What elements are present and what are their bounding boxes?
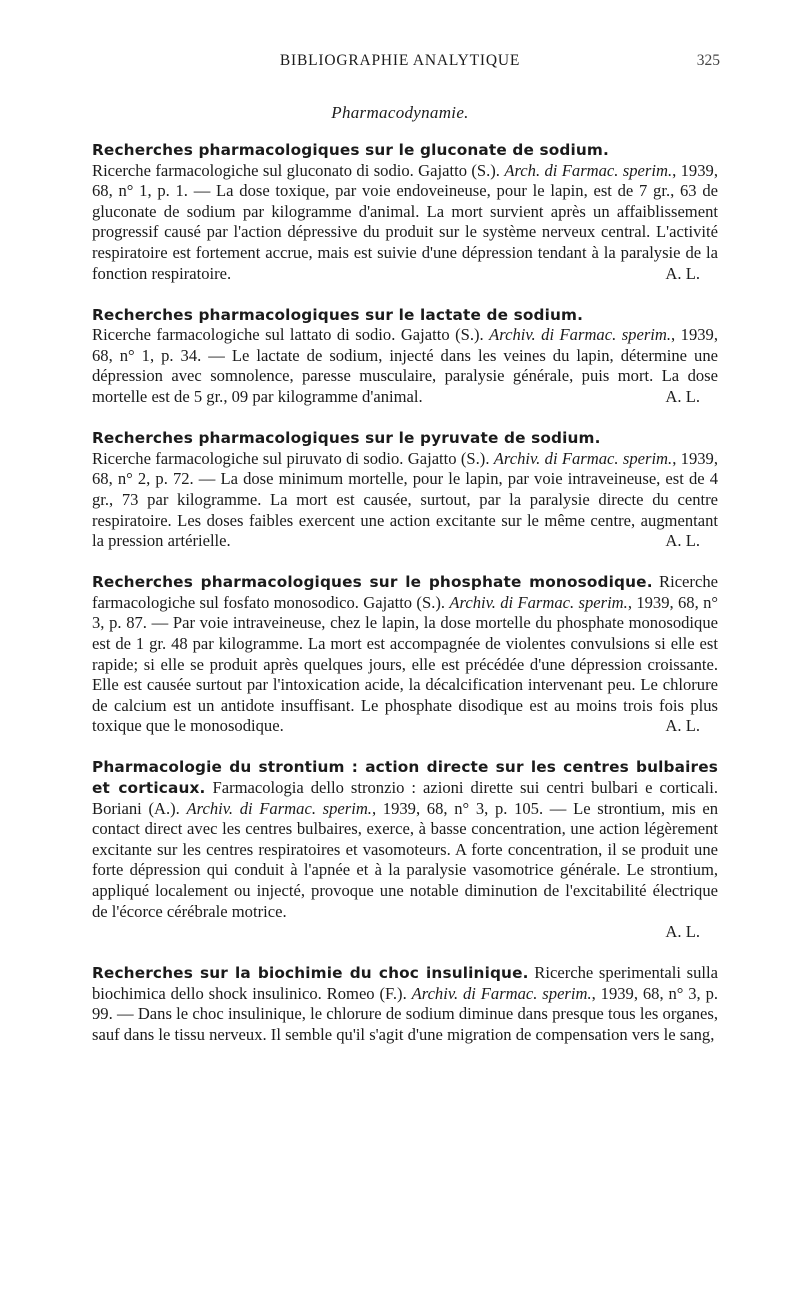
entry-insulin-shock xyxy=(92,963,718,1045)
entry-body xyxy=(92,449,718,552)
entry-journal: Archiv. di Farmac. sperim. xyxy=(411,983,592,1003)
entry-reference: , 1939, 68, n° 2, p. 72. xyxy=(92,448,719,489)
entry-reference: , 1939, 68, n° 1, p. 1. xyxy=(92,160,718,201)
entry-title: Recherches pharmacologiques sur le phosphate monosodique. xyxy=(92,573,653,592)
page-number: 325 xyxy=(696,52,720,69)
entry-body xyxy=(92,161,718,285)
entry-phosphate xyxy=(92,572,718,737)
entry-abstract: — Le strontium, mis en contact direct avec les centres bulbaires, exerce, à basse concentration, une action légèrement excitante sur les centres respiratoires et vasomoteurs. A forte concentration, il se produit une forte dépression qui conduit à l'apnée et à la paralysie vasomotrice générale. Le strontium, appliqué localement ou injecté, provoque une notable diminution de l'excitabilité électrique de l'écorce cérébrale motrice. xyxy=(92,798,719,921)
entry-title: Recherches pharmacologiques sur le lactate de sodium. xyxy=(92,305,584,324)
entry-body xyxy=(92,325,718,407)
entry-journal: Archiv. di Farmac. sperim. xyxy=(186,798,372,818)
entry-citation: Ricerche farmacologiche sul lattato di sodio. Gajatto (S.). xyxy=(92,325,484,345)
entry-reference: , 1939, 68, n° 3, p. 87. xyxy=(92,592,718,633)
entry-abstract: — La dose toxique, par voie endoveineuse, pour le lapin, est de 7 gr., 63 de gluconate de sodium par kilogramme d'animal. La mort survient après un affaiblissement progressif causé par l'action dépressive du produit sur le système nerveux central. L'activité respiratoire est fortement accrue, mais est suivie d'une dépression tendant à la paralysie de la fonction respiratoire. xyxy=(92,181,718,283)
entry-signature: A. L. xyxy=(665,716,700,736)
entry-journal: Archiv. di Farmac. sperim. xyxy=(493,448,673,468)
entry-abstract: — Le lactate de sodium, injecté dans les veines du lapin, détermine une dépression avec somnolence, paresse musculaire, paralysie générale, puis mort. La dose mortelle est de 5 gr., 09 par kilogramme d'animal. xyxy=(92,345,718,407)
entry-citation: Ricerche farmacologiche sul fosfato monosodico. Gajatto (S.). xyxy=(92,572,718,612)
entry-citation: Farmacologia dello stronzio : azioni dirette sui centri bulbari e corticali. Boriani (A.). xyxy=(92,778,718,818)
entry-reference: , 1939, 68, n° 3, p. 105. xyxy=(371,798,544,818)
entry-body xyxy=(92,963,718,1045)
entry-citation: Ricerche sperimentali sulla biochimica dello shock insulinico. Romeo (F.). xyxy=(92,963,718,1003)
entry-citation: Ricerche farmacologiche sul gluconato di sodio. Gajatto (S.). xyxy=(92,160,500,180)
entry-pyruvate xyxy=(92,428,718,552)
entry-abstract: — Par voie intraveineuse, chez le lapin, la dose mortelle du phosphate monosodique est de 1 gr. 48 par kilogramme. La mort est accompagnée de violentes convulsions si elle est rapide; si elle se produit après quelques jours, elle est précédée d'une dépression croissante. Elle est causée surtout par l'intoxication acide, la décalcification intervenant peu. Le chlorure de calcium est un antidote insuffisant. Le phosphate disodique est au moins trois fois plus toxique que le monosodique. xyxy=(92,613,719,736)
entry-journal: Archiv. di Farmac. sperim. xyxy=(449,592,628,612)
entry-title: Recherches sur la biochimie du choc insulinique. xyxy=(92,964,529,983)
entry-signature: A. L. xyxy=(665,531,700,551)
entry-abstract: — La dose minimum mortelle, pour le lapin, par voie intraveineuse, est de 4 gr., 73 par kilogramme. La mort est causée, surtout, par la paralysie directe du centre respiratoire. Les doses faibles exercent une action excitante sur le même centre, augmentant la pression artérielle. xyxy=(92,469,719,551)
entry-citation: Ricerche farmacologiche sul piruvato di sodio. Gajatto (S.). xyxy=(92,448,490,468)
entry-signature: A. L. xyxy=(665,263,700,283)
entries xyxy=(92,140,718,1046)
entry-title: Pharmacologie du strontium : action directe sur les centres bulbaires et corticaux. xyxy=(92,758,718,798)
entry-journal: Archiv. di Farmac. sperim. xyxy=(489,325,672,345)
section-title: Pharmacodynamie. xyxy=(331,103,469,122)
entry-journal: Arch. di Farmac. sperim. xyxy=(504,160,673,180)
entry-signature: A. L. xyxy=(665,387,700,407)
entry-strontium xyxy=(92,757,718,942)
entry-reference: , 1939, 68, n° 1, p. 34. xyxy=(92,325,718,365)
entry-abstract: — Dans le choc insulinique, le chlorure de sodium diminue dans presque tous les organes, sauf dans le tissu nerveux. Il semble qu'il s'agit d'une migration de compensation vers le sang, xyxy=(92,1004,718,1045)
entry-title: Recherches pharmacologiques sur le gluconate de sodium. xyxy=(92,141,609,159)
entry-body xyxy=(92,572,718,737)
entry-reference: , 1939, 68, n° 3, p. 99. xyxy=(92,983,719,1024)
running-title: BIBLIOGRAPHIE ANALYTIQUE xyxy=(279,52,521,69)
entry-gluconate xyxy=(92,140,718,284)
entry-lactate xyxy=(92,305,718,408)
entry-body xyxy=(92,757,718,922)
entry-title: Recherches pharmacologiques sur le pyruvate de sodium. xyxy=(92,429,601,448)
entry-signature: A. L. xyxy=(665,922,700,942)
